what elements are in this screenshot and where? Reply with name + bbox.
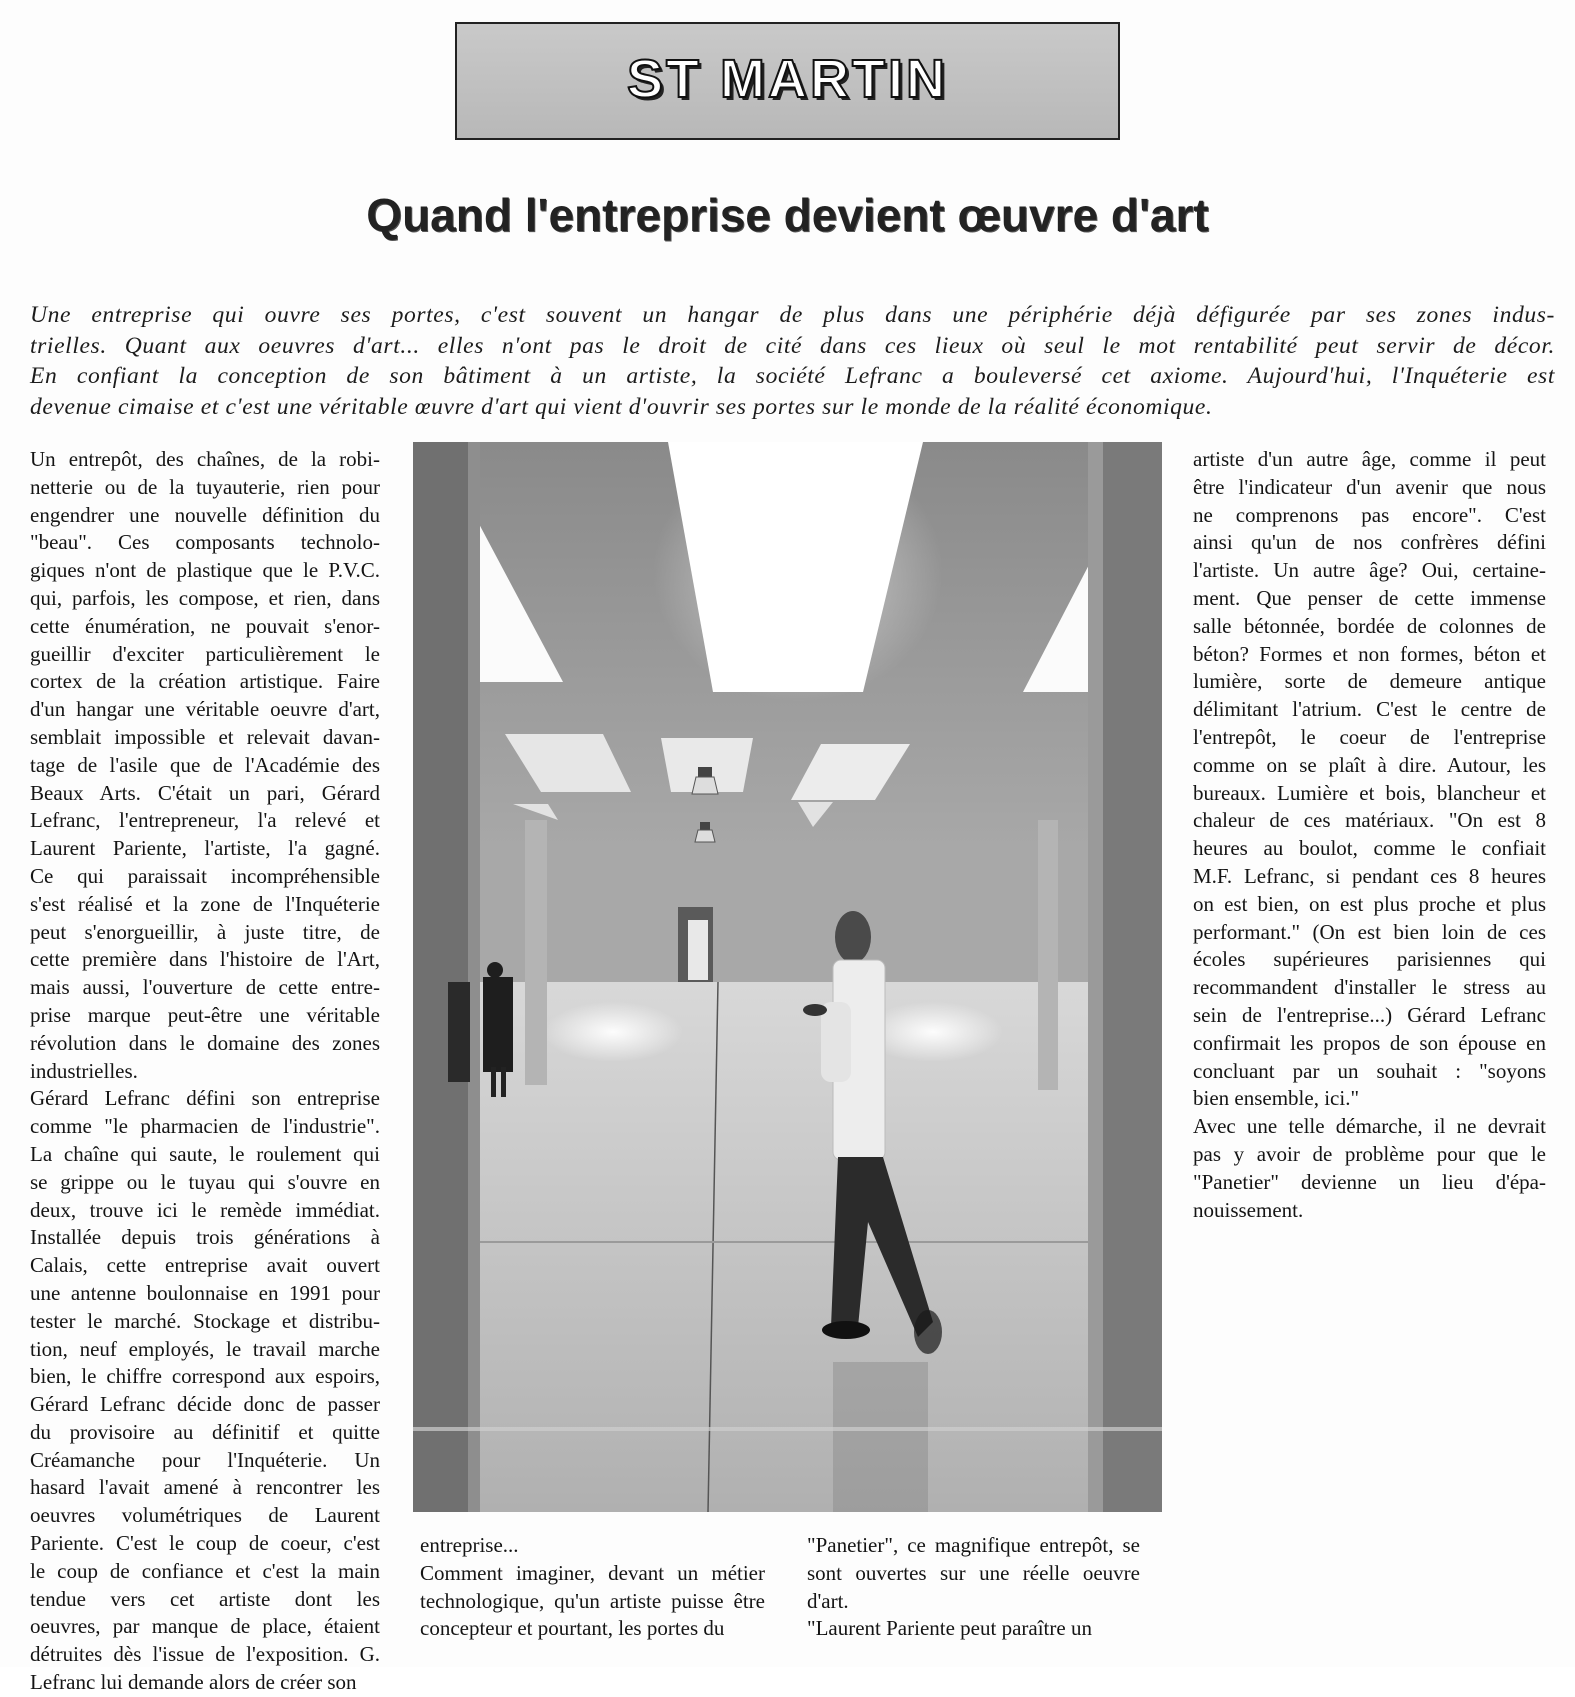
text-line: pas y avoir de problème pour que le [1193,1141,1546,1166]
text-line: s'est réalisé et la zone de l'Inquéterie [30,891,380,916]
text-line: délimitant l'atrium. C'est le centre de [1193,697,1546,722]
text-line: Lefranc, l'entrepreneur, l'a relevé et [30,808,380,833]
text-line: technologique, qu'un artiste puisse être [420,1588,765,1613]
text-line: chaleur de ces matériaux. "On est 8 [1193,808,1546,833]
article-headline: Quand l'entreprise devient œuvre d'art [366,189,1209,241]
text-line: Beaux Arts. C'était un pari, Gérard [30,780,380,805]
photo-hall-illustration [413,442,1162,1512]
lead-line: En confiant la conception de son bâtiment à un artiste, la société Lefranc a bouleversé cet axiome. Aujourd'hui, l'Inquéterie est [30,363,1555,389]
text-line: tion, neuf employés, le travail marche [30,1336,380,1361]
lead-line: trielles. Quant aux oeuvres d'art... elles n'ont pas le droit de cité dans ces lieux où seul le mot rentabilité peut servir de décor. [30,332,1555,359]
text-line: être l'indicateur d'un avenir que nous [1193,474,1546,499]
text-line: M.F. Lefranc, si pendant ces 8 heures [1193,863,1546,888]
text-line: l'artiste. Un autre âge? Oui, certaine- [1193,558,1546,583]
section-rubric-box [455,22,1120,140]
text-line: oeuvres volumétriques de Laurent [30,1503,380,1528]
text-line: industrielles. [30,1058,138,1083]
article-photo [413,442,1162,1512]
column-bottom-middle-right [807,1532,1140,1643]
text-line: on est bien, on est plus proche et plus [1193,891,1546,916]
text-line: netterie ou de la tuyauterie, rien pour [30,474,380,499]
text-line: Installée depuis trois générations à [30,1225,380,1250]
text-line: oeuvres, par manque de place, étaient [30,1614,380,1639]
article-lead-paragraph [30,300,1555,422]
text-line: Pariente. C'est le coup de coeur, c'est [30,1531,380,1556]
text-line: hasard l'avait amené à rencontrer les [30,1475,380,1500]
text-line: entreprise... [420,1533,519,1557]
text-line: ne comprenons pas encore". C'est [1193,502,1546,527]
column-bottom-middle-left [420,1532,765,1643]
text-line: le coup de confiance et c'est la main [30,1558,380,1583]
text-line: Comment imaginer, devant un métier [420,1560,765,1585]
text-line: performant." (On est bien loin de ces [1193,919,1546,944]
text-line: "Panetier", ce magnifique entrepôt, se [807,1533,1140,1557]
text-line: salle bétonnée, bordée de colonnes de [1193,613,1546,638]
text-line: se grippe ou le tuyau qui s'ouvre en [30,1169,380,1194]
text-line: tage de l'asile que de l'Académie des [30,752,380,777]
text-line: bien ensemble, ici." [1193,1086,1360,1111]
foreground-column-right [1103,442,1162,1512]
text-line: l'entrepôt, le coeur de l'entreprise [1193,724,1546,749]
text-line: tendue vers cet artiste dont les [30,1586,380,1611]
text-line: d'art. [807,1588,849,1613]
text-line: "Laurent Pariente peut paraître un [807,1616,1092,1641]
text-line: écoles supérieures parisiennes qui [1193,947,1546,972]
text-line: prise marque peut-être une véritable [30,1002,380,1027]
lead-line: devenue cimaise et c'est une véritable œuvre d'art qui vient d'ouvrir ses portes sur le monde de la réalité économique. [30,393,1213,420]
text-line: une antenne boulonnaise en 1991 pour [30,1280,380,1305]
text-line: du provisoire au définitif et quitte [30,1419,380,1444]
text-line: deux, trouve ici le remède immédiat. [30,1197,380,1222]
lead-line: Une entreprise qui ouvre ses portes, c'est souvent un hangar de plus dans une périphérie déjà défigurée par ses zones indus- [30,302,1555,328]
text-line: détruites dès l'issue de l'exposition. G. [30,1642,380,1667]
text-line: Gérard Lefranc décide donc de passer [30,1392,380,1417]
text-line: cortex de la création artistique. Faire [30,669,380,694]
text-line: comme "le pharmacien de l'industrie". [30,1114,380,1139]
text-line: heures au boulot, comme le confiait [1193,836,1546,861]
text-line: Gérard Lefranc défini son entreprise [30,1086,380,1111]
foreground-column-left [413,442,468,1512]
text-line: semblait impossible et relevait davan- [30,724,380,749]
text-line: giques n'ont de plastique que le P.V.C. [30,558,380,583]
column-left [30,446,380,1697]
text-line: concepteur et pourtant, les portes du [420,1616,725,1641]
text-line: comme on se plaît à dire. Autour, les [1193,752,1546,777]
text-line: mais aussi, l'ouverture de cette entre- [30,975,380,1000]
text-line: qui, parfois, les compose, et rien, dans [30,585,380,610]
column [525,820,547,1085]
text-line: béton? Formes et non formes, béton et [1193,641,1546,666]
text-line: Ce qui paraissait incompréhensible [30,863,380,888]
text-line: Laurent Pariente, l'artiste, l'a gagné. [30,836,380,861]
text-line: révolution dans le domaine des zones [30,1030,380,1055]
text-line: bureaux. Lumière et bois, blancheur et [1193,780,1546,805]
text-line: concluant par un souhait : "soyons [1193,1058,1546,1083]
text-line: lumière, sorte de demeure antique [1193,669,1546,694]
text-line: ainsi qu'un de nos confrères défini [1193,530,1546,555]
column [1038,820,1058,1090]
text-line: bien, le chiffre correspond aux espoirs, [30,1364,380,1389]
text-line: La chaîne qui saute, le roulement qui [30,1141,380,1166]
text-line: cette énumération, ne pouvait s'enor- [30,613,380,638]
text-line: Un entrepôt, des chaînes, de la robi- [30,447,380,471]
text-line: Lefranc lui demande alors de créer son [30,1670,357,1695]
section-rubric-label: ST MARTIN [627,49,948,109]
text-line: cette première dans l'histoire de l'Art, [30,947,380,972]
column-right [1193,446,1546,1224]
text-line: "beau". Ces composants technolo- [30,530,380,555]
text-line: d'un hangar une véritable oeuvre d'art, [30,697,380,722]
text-line: Calais, cette entreprise avait ouvert [30,1253,380,1278]
text-line: tester le marché. Stockage et distribu- [30,1308,380,1333]
text-line: peut s'enorgueillir, à juste titre, de [30,919,380,944]
text-line: artiste d'un autre âge, comme il peut [1193,447,1546,471]
text-line: Créamanche pour l'Inquéterie. Un [30,1447,380,1472]
text-line: sein de l'entreprise...) Gérard Lefranc [1193,1002,1546,1027]
text-line: recommandent d'installer le stress au [1193,975,1546,1000]
text-line: ment. Que penser de cette immense [1193,585,1546,610]
text-line: Avec une telle démarche, il ne devrait [1193,1114,1546,1139]
text-line: engendrer une nouvelle définition du [30,502,380,527]
text-line: gueillir d'exciter particulièrement le [30,641,380,666]
text-line: "Panetier" devienne un lieu d'épa- [1193,1169,1546,1194]
text-line: sont ouvertes sur une réelle oeuvre [807,1560,1140,1585]
text-line: nouissement. [1193,1197,1304,1222]
text-line: confirmait les propos de son épouse en [1193,1030,1546,1055]
